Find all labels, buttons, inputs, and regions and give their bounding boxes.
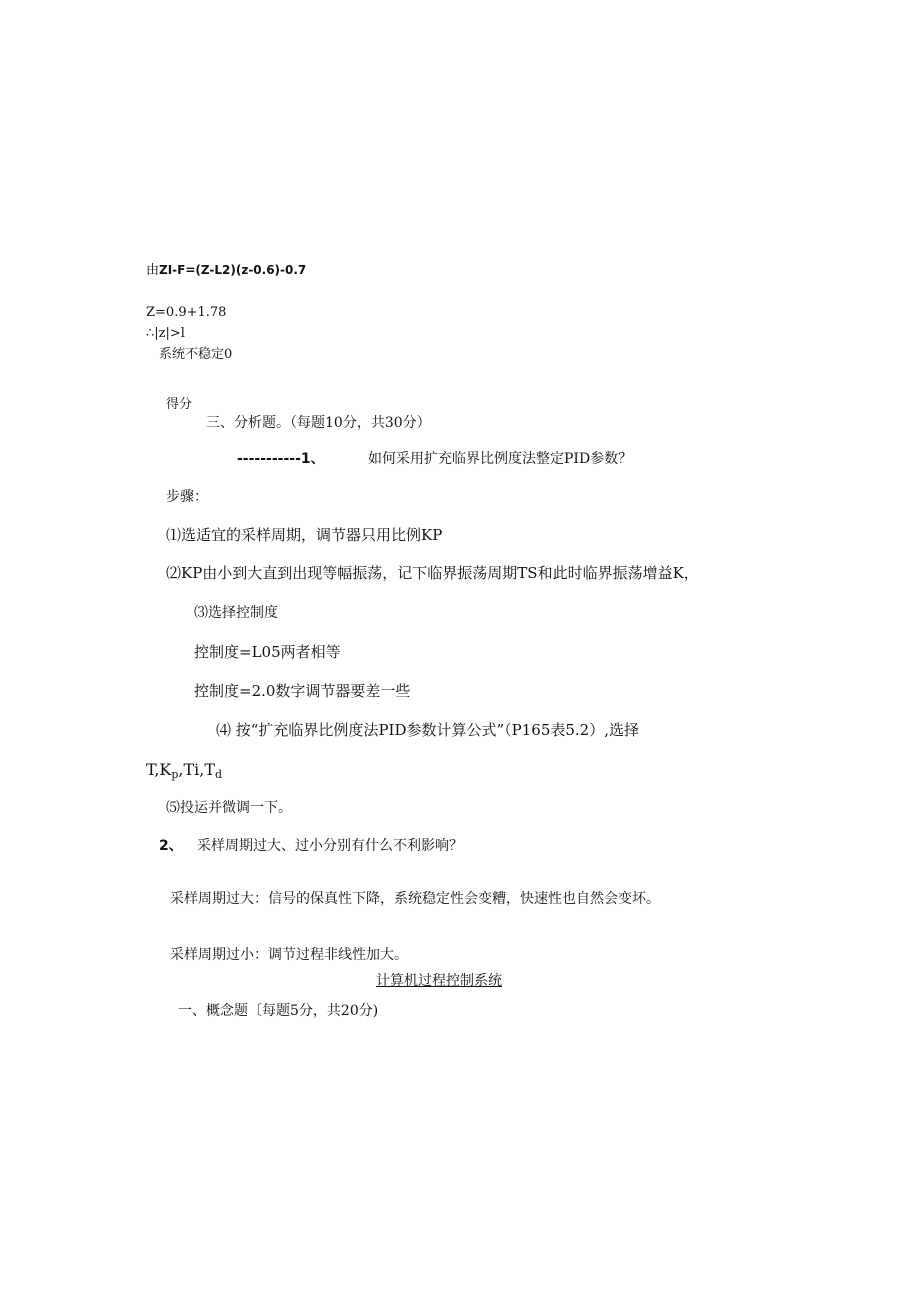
equation-1-formula: ZI-F=(Z-L2)(z-0.6)-0.7	[159, 263, 307, 277]
question-2	[159, 838, 463, 854]
question-2-number: 2、	[159, 838, 183, 854]
step-1: ⑴选适宜的采样周期，调节器只用比例KP	[166, 526, 443, 544]
answer-2: 采样周期过小：调节过程非线性加大。	[170, 947, 408, 963]
section-1-title: 一、概念题〔每题5分，共20分)	[178, 1003, 379, 1019]
question-1-text: 如何采用扩充临界比例度法整定PID参数？	[368, 451, 633, 467]
step-2: ⑵KP由小到大直到出现等幅振荡，记下临界振荡周期TS和此时临界振荡增益K，	[166, 564, 699, 582]
question-1-number: -----------1、	[237, 451, 325, 467]
answer-1: 采样周期过大：信号的保真性下降，系统稳定性会变糟，快速性也自然会变坏。	[170, 891, 660, 907]
question-1	[237, 451, 633, 467]
step-3a: 控制度=L05两者相等	[194, 643, 341, 661]
step-3b: 控制度=2.0数字调节器要差一些	[194, 682, 411, 700]
equation-2: Z=0.9+1.78	[146, 305, 227, 320]
steps-label: 步骤：	[166, 489, 208, 505]
step-4: ⑷ 按“扩充临界比例度法PID参数计算公式”（P165表5.2）,选择	[216, 721, 639, 739]
conclusion-text: 系统不稳定0	[159, 347, 233, 362]
step-3: ⑶选择控制度	[194, 605, 278, 621]
equation-3: ∴|z|>l	[146, 326, 185, 341]
equation-1	[146, 264, 306, 277]
question-2-text: 采样周期过大、过小分别有什么不利影响？	[197, 838, 463, 854]
equation-1-prefix: 由	[146, 263, 160, 278]
step-5: ⑸投运并微调一下。	[166, 800, 292, 816]
step-4-params: $T,K_p,Ti,T_d$	[146, 760, 223, 781]
score-label: 得分	[166, 397, 193, 412]
section-3-title: 三、分析题。（每题10分，共30分）	[206, 415, 431, 431]
footer-title: 计算机过程控制系统	[376, 973, 502, 989]
